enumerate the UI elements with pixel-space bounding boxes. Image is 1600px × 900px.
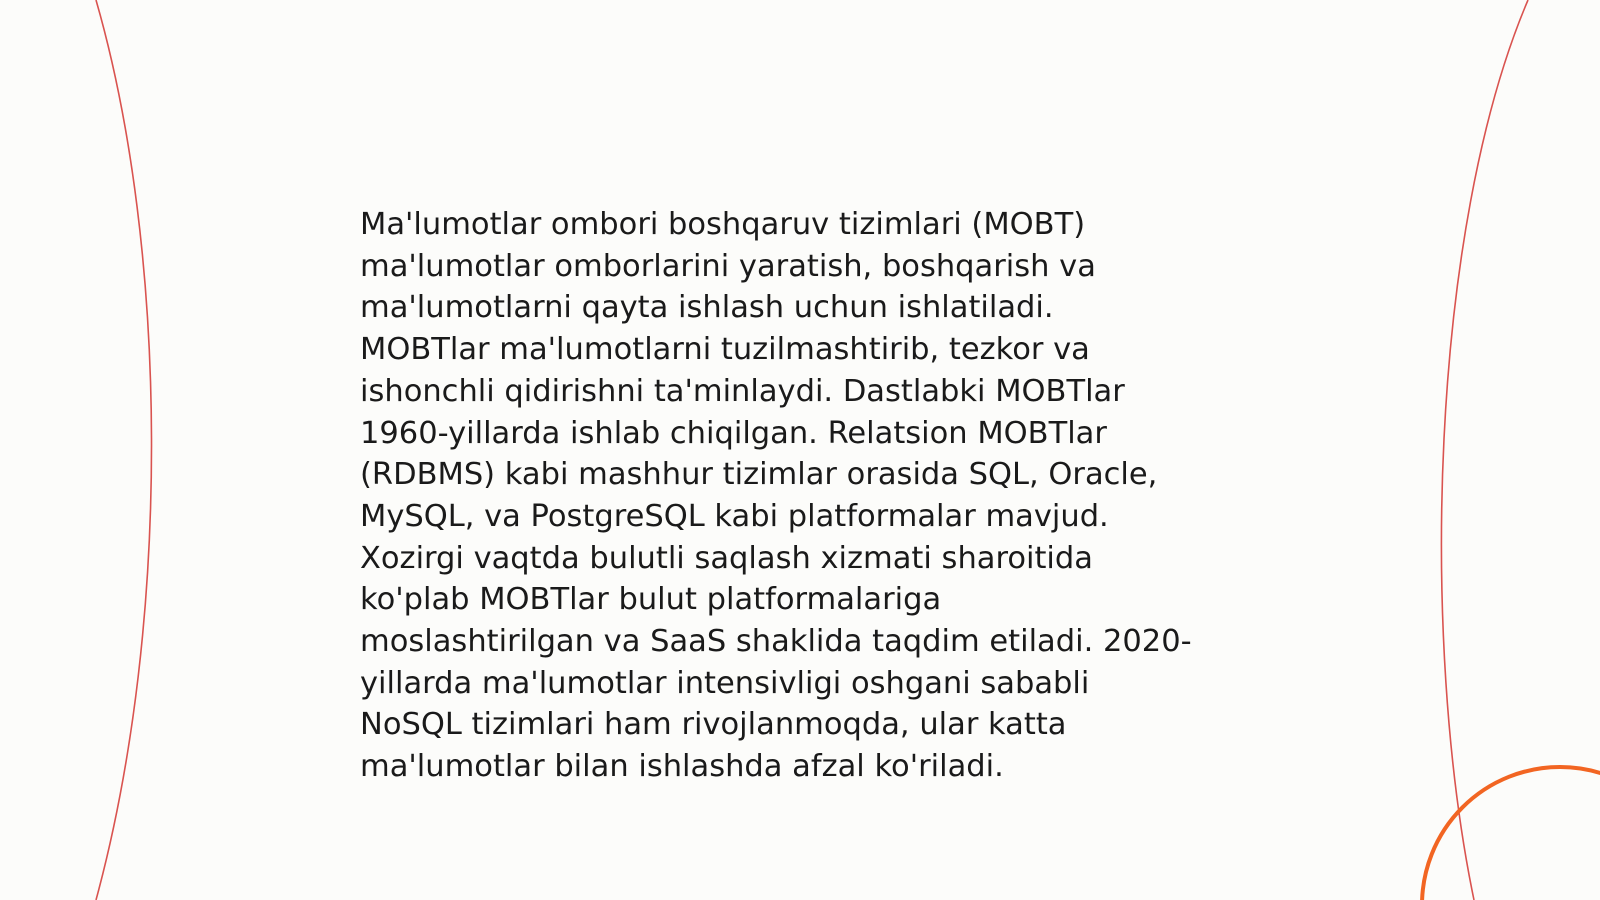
- paragraph-line: ishonchli qidirishni ta'minlaydi. Dastlabki MOBTlar: [360, 373, 1125, 409]
- paragraph-line: moslashtirilgan va SaaS shaklida taqdim etiladi. 2020-: [360, 624, 1192, 660]
- paragraph-line: ma'lumotlar omborlarini yaratish, boshqarish va: [360, 248, 1096, 284]
- paragraph-line: 1960-yillarda ishlab chiqilgan. Relatsion MOBTlar: [360, 415, 1107, 451]
- paragraph-line: ma'lumotlar bilan ishlashda afzal ko'riladi.: [360, 749, 1004, 785]
- right-curve-decoration: [1441, 0, 1528, 900]
- paragraph-line: ko'plab MOBTlar bulut platformalariga: [360, 582, 942, 618]
- paragraph-line: yillarda ma'lumotlar intensivligi oshgani sababli: [360, 665, 1090, 701]
- orange-arc-decoration: [1422, 767, 1600, 900]
- body-paragraph: [360, 204, 1240, 788]
- paragraph-line: (RDBMS) kabi mashhur tizimlar orasida SQL, Oracle,: [360, 457, 1158, 493]
- paragraph-line: Ma'lumotlar ombori boshqaruv tizimlari (MOBT): [360, 207, 1086, 242]
- paragraph-line: NoSQL tizimlari ham rivojlanmoqda, ular katta: [360, 707, 1067, 743]
- left-curve-decoration: [96, 0, 152, 900]
- paragraph-line: ma'lumotlarni qayta ishlash uchun ishlatiladi.: [360, 290, 1054, 326]
- paragraph-line: MOBTlar ma'lumotlarni tuzilmashtirib, tezkor va: [360, 332, 1090, 368]
- paragraph-line: MySQL, va PostgreSQL kabi platformalar mavjud.: [360, 498, 1109, 534]
- paragraph-line: Xozirgi vaqtda bulutli saqlash xizmati sharoitida: [360, 540, 1093, 576]
